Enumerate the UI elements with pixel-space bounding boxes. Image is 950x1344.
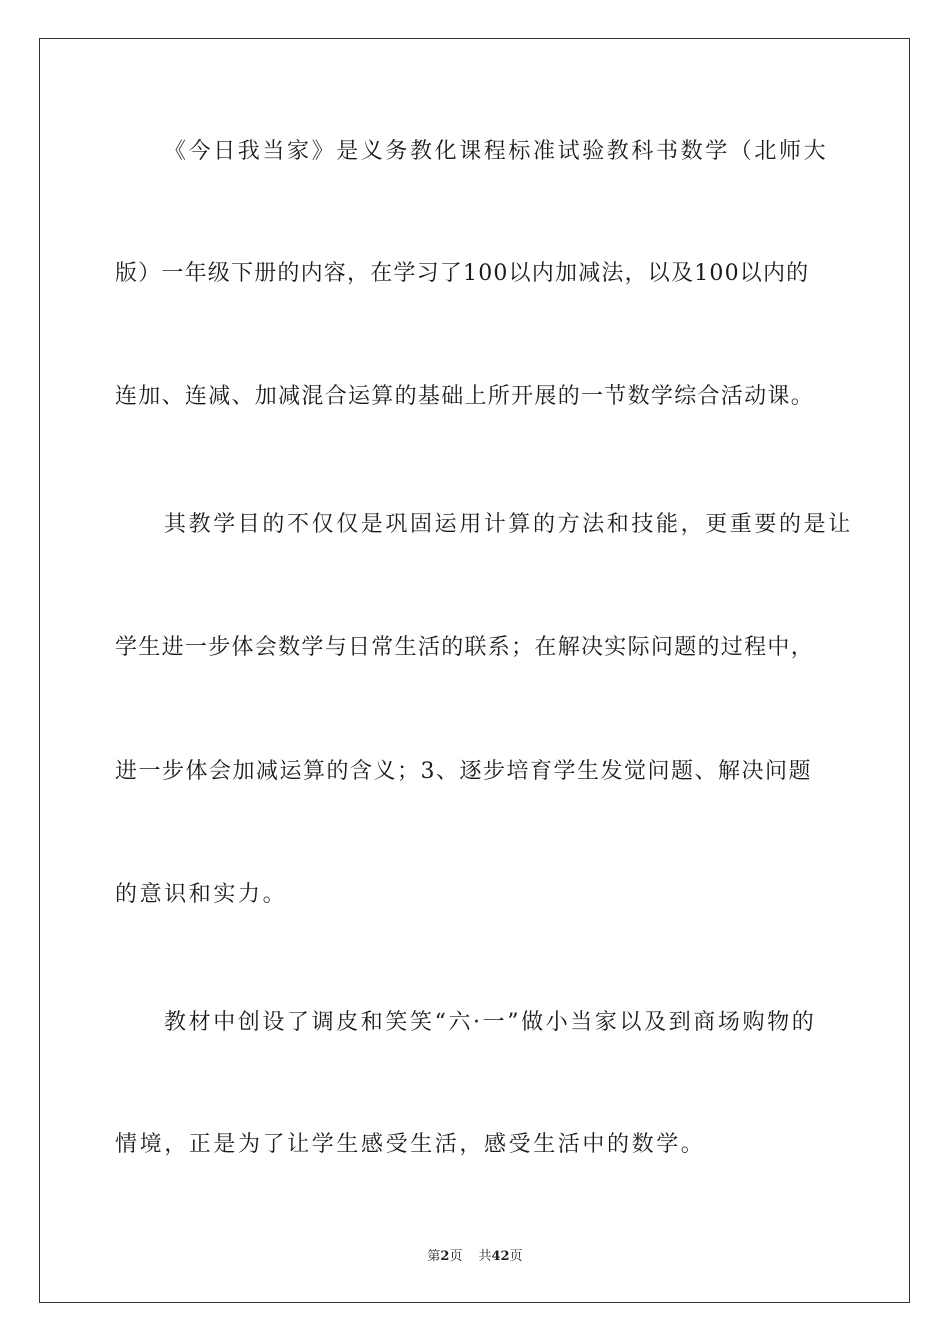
page-footer xyxy=(0,1248,950,1266)
paragraph-2-line-1: 其教学目的不仅仅是巩固运用计算的方法和技能，更重要的是让 xyxy=(164,512,853,537)
footer-page-suffix: 页 xyxy=(449,1249,463,1264)
paragraph-1-line-2: 版）一年级下册的内容，在学习了100以内加减法，以及100以内的 xyxy=(115,261,810,286)
page-border xyxy=(39,38,910,1303)
paragraph-3-line-1: 教材中创设了调皮和笑笑“六·一”做小当家以及到商场购物的 xyxy=(164,1010,817,1035)
paragraph-2-line-2: 学生进一步体会数学与日常生活的联系；在解决实际问题的过程中， xyxy=(115,635,815,660)
paragraph-2-line-4: 的意识和实力。 xyxy=(115,882,288,907)
paragraph-1-line-1: 《今日我当家》是义务教化课程标准试验教科书数学（北师大 xyxy=(164,139,829,164)
footer-total-pages: 42 xyxy=(491,1249,510,1264)
paragraph-2-line-3: 进一步体会加减运算的含义；3、逐步培育学生发觉问题、解决问题 xyxy=(115,759,812,784)
footer-page-number: 2 xyxy=(440,1249,450,1264)
paragraph-1-line-3: 连加、连减、加减混合运算的基础上所开展的一节数学综合活动课。 xyxy=(115,384,815,409)
footer-total-suffix: 页 xyxy=(509,1249,523,1264)
footer-total-prefix: 共 xyxy=(478,1249,492,1264)
footer-page-prefix: 第 xyxy=(427,1249,441,1264)
paragraph-3-line-2: 情境，正是为了让学生感受生活，感受生活中的数学。 xyxy=(115,1132,706,1157)
